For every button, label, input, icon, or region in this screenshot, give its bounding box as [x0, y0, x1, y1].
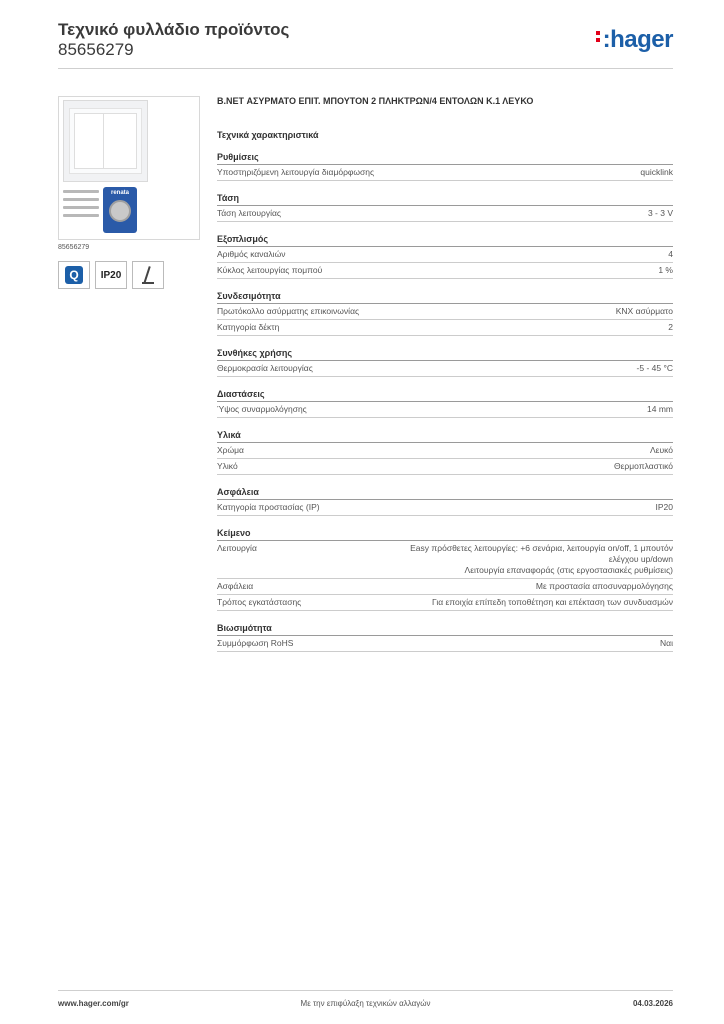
spec-group-title: Βιωσιμότητα	[217, 623, 673, 636]
spec-label: Υλικό	[217, 461, 238, 471]
spec-value-text: Για εποιχία επίπεδη τοποθέτηση και επέκταση των συνδυασμών	[432, 597, 673, 607]
document-title: Τεχνικό φυλλάδιο προϊόντος	[58, 20, 290, 39]
spec-value	[656, 502, 674, 513]
spec-row	[217, 459, 673, 475]
spec-value-text-2: Λειτουργία επαναφοράς (στις εργοστασιακές ρυθμίσεις)	[464, 565, 673, 575]
spec-group	[217, 348, 673, 377]
spec-value	[536, 581, 673, 592]
mounting-badge	[132, 261, 164, 289]
spec-row	[217, 247, 673, 263]
spec-row	[217, 500, 673, 516]
spec-group-title: Ρυθμίσεις	[217, 152, 673, 165]
spec-value-text: quicklink	[640, 167, 673, 177]
spec-group	[217, 152, 673, 181]
spec-label: Υποστηριζόμενη λειτουργία διαμόρφωσης	[217, 167, 375, 177]
spec-group	[217, 389, 673, 418]
spec-group-title: Υλικά	[217, 430, 673, 443]
spec-value	[614, 461, 673, 472]
spec-value-text: Easy πρόσθετες λειτουργίες: +6 σενάρια, λειτουργία on/off, 1 μπουτόν ελέγχου up/down	[410, 543, 673, 564]
spec-label: Χρώμα	[217, 445, 244, 455]
logo-text: :hager	[602, 26, 673, 53]
spec-group	[217, 193, 673, 222]
spec-value-text: Λευκό	[650, 445, 673, 455]
spec-value-text: 4	[668, 249, 673, 259]
spec-label: Ύψος συναρμολόγησης	[217, 404, 307, 414]
spec-group-title: Κείμενο	[217, 528, 673, 541]
spec-value	[668, 322, 673, 333]
spec-row	[217, 541, 673, 579]
spec-row	[217, 595, 673, 611]
spec-value-text: -5 - 45 °C	[636, 363, 673, 373]
switch-illustration	[63, 100, 148, 182]
spec-value-text: Ναι	[660, 638, 673, 648]
spec-label: Κατηγορία δέκτη	[217, 322, 280, 332]
spec-group-title: Συνθήκες χρήσης	[217, 348, 673, 361]
spec-value-text: Θερμοπλαστικό	[613, 461, 673, 471]
product-title: B.NET ΑΣΥΡΜΑΤΟ ΕΠΙΤ. ΜΠΟΥΤΟΝ 2 ΠΛΗΚΤΡΩΝ/4 ΕΝΤΟΛΩΝ Κ.1 ΛΕΥΚΟ	[217, 96, 534, 106]
spec-label: Ασφάλεια	[217, 581, 254, 591]
screws-illustration	[63, 185, 99, 229]
spec-value-text: 3 - 3 V	[647, 208, 673, 218]
section-title: Τεχνικά χαρακτηριστικά	[217, 130, 319, 140]
spec-label: Θερμοκρασία λειτουργίας	[217, 363, 313, 373]
product-image	[58, 96, 200, 240]
logo-dots-icon	[596, 31, 601, 45]
product-code-caption: 85656279	[58, 244, 90, 251]
spec-group	[217, 430, 673, 475]
spec-row	[217, 402, 673, 418]
spec-group-title: Ασφάλεια	[217, 487, 673, 500]
spec-group	[217, 234, 673, 279]
specifications-panel	[217, 96, 673, 652]
spec-value	[616, 306, 673, 317]
footer-divider	[58, 990, 673, 991]
spec-label: Αριθμός καναλιών	[217, 249, 286, 259]
spec-groups	[217, 152, 673, 652]
spec-value	[432, 597, 673, 608]
ip20-badge: IP20	[95, 261, 127, 289]
spec-label: Συμμόρφωση RoHS	[217, 638, 294, 648]
spec-label: Τρόπος εγκατάστασης	[217, 597, 302, 607]
spec-row	[217, 206, 673, 222]
spec-row	[217, 320, 673, 336]
spec-label: Τάση λειτουργίας	[217, 208, 282, 218]
spec-group-title: Διαστάσεις	[217, 389, 673, 402]
spec-value	[650, 445, 673, 456]
spec-value-text: KNX ασύρματο	[615, 306, 673, 316]
header-divider	[58, 68, 673, 69]
spec-value-text: 14 mm	[647, 404, 673, 414]
badge-row	[58, 261, 200, 289]
spec-row	[217, 579, 673, 595]
spec-group	[217, 623, 673, 652]
left-column	[58, 96, 200, 289]
battery-illustration	[103, 187, 137, 233]
spec-group-title: Συνδεσιμότητα	[217, 291, 673, 304]
surface-mount-icon	[141, 266, 155, 284]
spec-row	[217, 304, 673, 320]
spec-value	[383, 543, 673, 576]
spec-row	[217, 165, 673, 181]
spec-group-title: Τάση	[217, 193, 673, 206]
spec-label: Πρωτόκολλο ασύρματης επικοινωνίας	[217, 306, 360, 316]
spec-value-text: Με προστασία αποσυναρμολόγησης	[535, 581, 673, 591]
spec-group	[217, 528, 673, 611]
hager-logo[interactable]	[596, 26, 673, 54]
spec-group	[217, 487, 673, 516]
spec-row	[217, 361, 673, 377]
battery-brand: renata	[110, 190, 129, 196]
quicklink-badge	[58, 261, 90, 289]
website-link[interactable]: www.hager.com/gr	[58, 999, 129, 1008]
spec-value	[647, 404, 673, 415]
spec-label: Κύκλος λειτουργίας πομπού	[217, 265, 323, 275]
spec-label: Λειτουργία	[217, 543, 257, 553]
spec-value	[640, 167, 673, 178]
spec-value	[648, 208, 673, 219]
spec-label: Κατηγορία προστασίας (IP)	[217, 502, 320, 512]
spec-value	[660, 638, 673, 649]
spec-group	[217, 291, 673, 336]
document-date: 04.03.2026	[632, 999, 673, 1008]
spec-value-text: 2	[668, 322, 673, 332]
spec-value	[668, 249, 673, 260]
spec-value	[637, 363, 673, 374]
spec-row	[217, 263, 673, 279]
spec-row	[217, 443, 673, 459]
quicklink-icon: Q	[65, 266, 83, 284]
spec-row	[217, 636, 673, 652]
spec-value-text: 1 %	[658, 265, 673, 275]
page-header	[58, 20, 673, 68]
spec-group-title: Εξοπλισμός	[217, 234, 673, 247]
spec-value	[658, 265, 673, 276]
disclaimer: Με την επιφύλαξη τεχνικών αλλαγών	[300, 999, 431, 1008]
spec-value-text: IP20	[655, 502, 673, 512]
document-number: 85656279	[58, 40, 134, 59]
